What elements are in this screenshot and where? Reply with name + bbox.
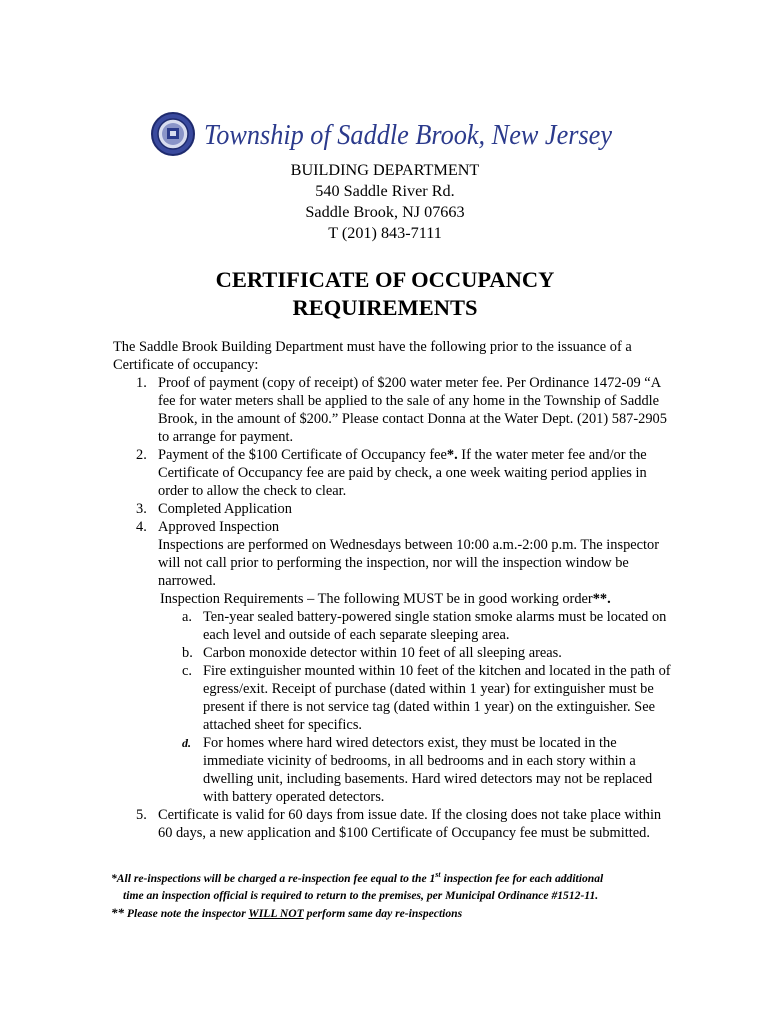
- city-state-zip: Saddle Brook, NJ 07663: [305, 203, 465, 221]
- list-item: [113, 446, 673, 500]
- item-number: 4.: [136, 519, 147, 535]
- sub-item-letter: d.: [182, 736, 191, 750]
- letterhead: [150, 110, 620, 162]
- sub-list-item: [158, 608, 673, 644]
- sub-item-text: Ten-year sealed battery-powered single station smoke alarms must be located on each level and outside of each separate sleeping area.: [203, 609, 667, 643]
- list-item: [113, 374, 673, 446]
- item-number: 3.: [136, 501, 147, 517]
- sub-list-item: [158, 662, 673, 734]
- item-text: Proof of payment (copy of receipt) of $200 water meter fee. Per Ordinance 1472-09 “A fee for water meters shall be applied to the sale of any home in the Township of Saddle Brook, in the amount of $200.” Please contact Donna at the Water Dept. (201) 587-2905 to arrange for payment.: [158, 375, 667, 445]
- item-text: Completed Application: [158, 501, 292, 517]
- item-number: 2.: [136, 447, 147, 463]
- item-number: 5.: [136, 807, 147, 823]
- inspection-schedule: Inspections are performed on Wednesdays between 10:00 a.m.-2:00 p.m. The inspector will not call prior to performing the inspection, nor will the inspection window be narrowed.: [158, 537, 660, 589]
- letterhead-graphic: [150, 110, 620, 162]
- sub-item-text: Carbon monoxide detector within 10 feet of all sleeping areas.: [203, 645, 562, 661]
- sub-item-letter: a.: [182, 609, 192, 625]
- will-not-emphasis: WILL NOT: [248, 907, 304, 921]
- intro-paragraph: The Saddle Brook Building Department must have the following prior to the issuance of a Certificate of occupancy:: [113, 339, 632, 373]
- footnotes: [111, 870, 671, 923]
- fee-footnote-marker: *.: [446, 447, 458, 463]
- list-item: [113, 806, 673, 842]
- title-line-2: REQUIREMENTS: [292, 294, 478, 320]
- sub-item-text: For homes where hard wired detectors exist, they must be located in the immediate vicinity of bedrooms, in all bedrooms and in each story within a dwelling unit, including basements. Hard wired detectors may not be replaced with battery operated detectors.: [203, 735, 653, 805]
- sub-list-item: [158, 644, 673, 662]
- letterhead-title: Township of Saddle Brook, New Jersey: [204, 119, 613, 151]
- item-text: Approved Inspection: [158, 519, 280, 535]
- requirements-footnote-marker: **.: [592, 591, 611, 607]
- title-line-1: CERTIFICATE OF OCCUPANCY: [215, 267, 555, 292]
- sub-item-letter: c.: [182, 663, 192, 679]
- document-title: [0, 266, 770, 321]
- street-address: 540 Saddle River Rd.: [315, 182, 455, 200]
- item-text: Payment of the $100 Certificate of Occupancy fee: [158, 447, 447, 463]
- township-seal-icon: [152, 113, 194, 155]
- item-text: Certificate is valid for 60 days from issue date. If the closing does not take place within 60 days, a new application and $100 Certificate of Occupancy fee must be submitted.: [158, 807, 662, 841]
- sub-item-letter: b.: [182, 645, 193, 661]
- department-name: BUILDING DEPARTMENT: [290, 161, 480, 179]
- same-day-reinspection-note: ** Please note the inspector WILL NOT perform same day re-inspections: [111, 905, 463, 921]
- sub-list-item: [158, 734, 673, 806]
- inspection-requirements-list: [158, 608, 673, 806]
- requirements-body: [113, 338, 673, 842]
- list-item: [113, 518, 673, 806]
- item-text-continued: If the water meter fee and/or the Certificate of Occupancy fee are paid by check, a one week waiting period applies in order to allow the check to clear.: [158, 447, 647, 499]
- phone-number: T (201) 843-7111: [328, 224, 442, 242]
- sub-item-text: Fire extinguisher mounted within 10 feet of the kitchen and located in the path of egress/exit. Receipt of purchase (dated within 1 year) for extinguisher must be present if there is not service tag (dated within 1 year) on the extinguisher. See attached sheet for specifics.: [203, 663, 671, 733]
- item-number: 1.: [136, 375, 147, 391]
- reinspection-fee-note: *All re-inspections will be charged a re-inspection fee equal to the 1st inspection fee for each additional: [111, 870, 604, 885]
- address-block: [0, 160, 770, 244]
- reinspection-fee-note-continued: time an inspection official is required to return to the premises, per Municipal Ordinance #1512-11.: [123, 889, 599, 903]
- list-item: [113, 500, 673, 518]
- requirements-list: [113, 374, 673, 842]
- inspection-requirements-heading: Inspection Requirements – The following MUST be in good working order**.: [160, 591, 611, 607]
